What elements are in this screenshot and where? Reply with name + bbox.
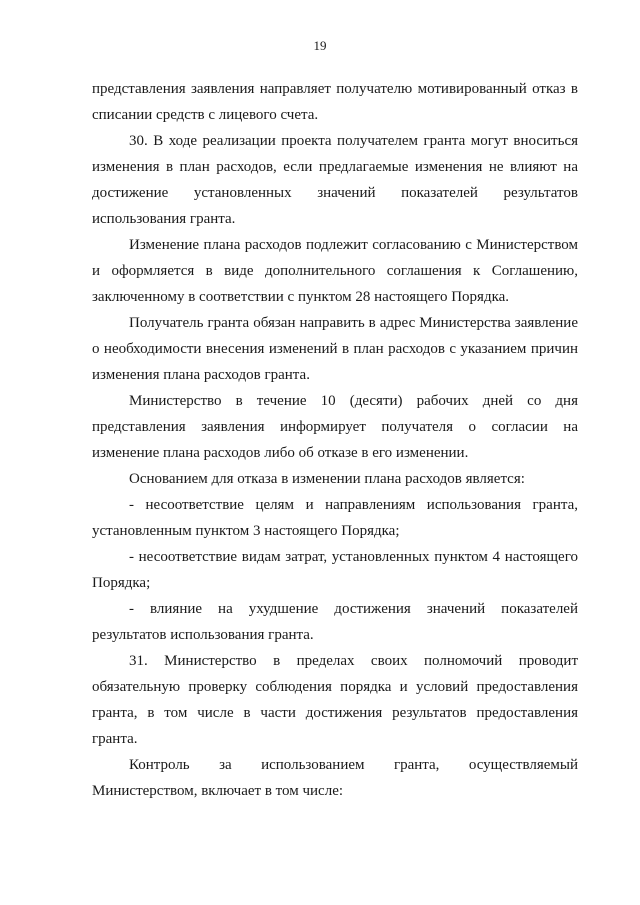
list-item-cost-mismatch: - несоответствие видам затрат, установленных пунктом 4 настоящего Порядка;: [92, 549, 578, 591]
paragraph-recipient-obligation: Получатель гранта обязан направить в адрес Министерства заявление о необходимости внесения изменений в план расходов с указанием причин изменения плана расходов гранта.: [92, 315, 578, 383]
list-item-goals-mismatch: - несоответствие целям и направлениям использования гранта, установленным пунктом 3 настоящего Порядка;: [92, 497, 578, 539]
paragraph-clause-30: 30. В ходе реализации проекта получателем гранта могут вноситься изменения в план расходов, если предлагаемые изменения не влияют на достижение установленных значений показателей результатов использования гранта.: [92, 133, 578, 227]
list-item-results-impact: - влияние на ухудшение достижения значений показателей результатов использования гранта.: [92, 601, 578, 643]
paragraph-plan-change: Изменение плана расходов подлежит согласованию с Министерством и оформляется в виде дополнительного соглашения к Соглашению, заключенному в соответствии с пунктом 28 настоящего Порядка.: [92, 237, 578, 305]
document-body: [92, 76, 578, 804]
paragraph-clause-31: 31. Министерство в пределах своих полномочий проводит обязательную проверку соблюдения порядка и условий предоставления гранта, в том числе в части достижения результатов предоставления гранта.: [92, 653, 578, 747]
paragraph-control: Контроль за использованием гранта, осуществляемый Министерством, включает в том числе:: [92, 757, 578, 799]
page-number: 19: [313, 38, 327, 53]
paragraph-ministry-response: Министерство в течение 10 (десяти) рабочих дней со дня представления заявления информирует получателя о согласии на изменение плана расходов либо об отказе в его изменении.: [92, 393, 578, 461]
paragraph-refusal-grounds: Основанием для отказа в изменении плана расходов является:: [129, 471, 525, 487]
paragraph-continuation: представления заявления направляет получателю мотивированный отказ в списании средств с лицевого счета.: [92, 81, 578, 123]
